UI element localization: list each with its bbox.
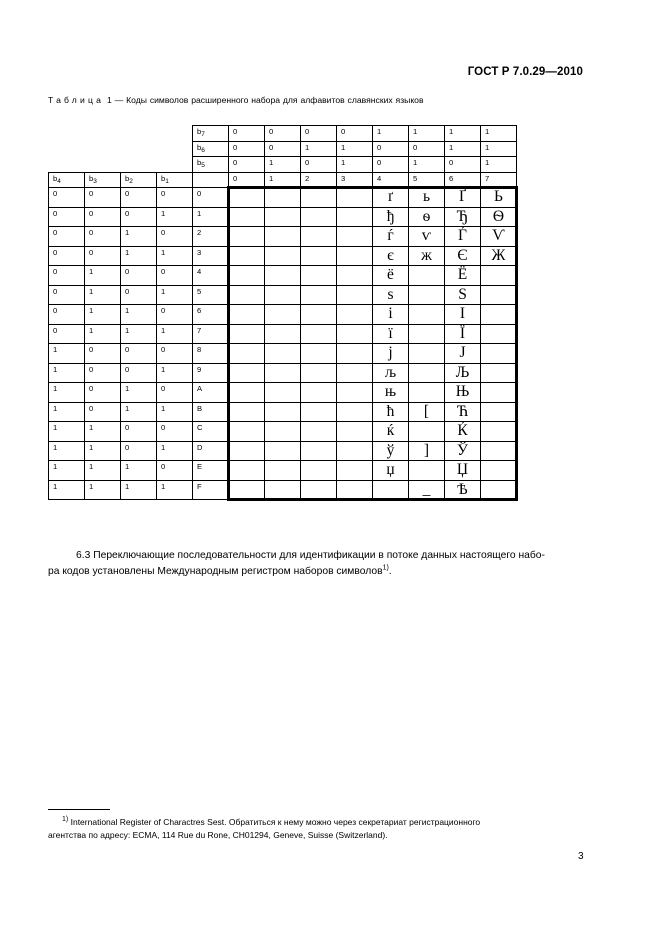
- glyph-cell-col-7: [480, 363, 517, 384]
- row-bit-cell: 1: [156, 480, 193, 501]
- glyph-cell-col-5: _: [408, 480, 445, 501]
- glyph-cell-col-7: [480, 324, 517, 345]
- top-bit-cell: 0: [300, 125, 337, 142]
- glyph-cell-col-4: ј: [372, 343, 409, 364]
- row-bit-cell: 1: [120, 246, 157, 267]
- glyph-cell-col-5: [408, 382, 445, 403]
- row-bit-cell: 1: [84, 480, 121, 501]
- top-bit-cell: 1: [444, 141, 481, 158]
- empty-cell: [336, 187, 373, 208]
- glyph-cell-col-5: [408, 343, 445, 364]
- footnote: [48, 816, 583, 842]
- glyph-cell-col-4: ѓ: [372, 226, 409, 247]
- row-bit-cell: 1: [156, 285, 193, 306]
- glyph-cell-col-7: [480, 421, 517, 442]
- row-bit-cell: 1: [156, 402, 193, 423]
- row-hex-code: 7: [192, 324, 229, 345]
- empty-cell: [228, 363, 265, 384]
- empty-cell: [264, 304, 301, 325]
- empty-cell: [300, 246, 337, 267]
- row-bit-cell: 1: [120, 226, 157, 247]
- empty-cell: [336, 246, 373, 267]
- paragraph-6-3: [48, 548, 583, 580]
- empty-cell: [300, 304, 337, 325]
- empty-cell: [336, 226, 373, 247]
- empty-cell: [228, 207, 265, 228]
- row-bit-cell: 0: [48, 285, 85, 306]
- glyph-cell-col-7: Ь: [480, 187, 517, 208]
- glyph-cell-col-6: Њ: [444, 382, 481, 403]
- footnote-line-1: International Register of Charactres Sest. Обратиться к нему можно через секретариат регистрационного: [70, 817, 481, 827]
- row-bit-cell: 1: [156, 363, 193, 384]
- glyph-cell-col-5: [408, 460, 445, 481]
- footnote-mark: 1): [62, 816, 69, 824]
- row-bit-cell: 1: [120, 304, 157, 325]
- empty-cell: [300, 480, 337, 501]
- row-hex-code: 2: [192, 226, 229, 247]
- empty-cell: [264, 460, 301, 481]
- top-bit-cell: 0: [264, 141, 301, 158]
- row-bit-cell: 0: [120, 187, 157, 208]
- top-bit-cell: 1: [444, 125, 481, 142]
- column-number: 3: [336, 172, 373, 189]
- row-bit-cell: 1: [84, 324, 121, 345]
- row-bit-cell: 0: [48, 324, 85, 345]
- row-bit-label: $b_4$: [48, 172, 85, 189]
- row-hex-code: 3: [192, 246, 229, 267]
- glyph-cell-col-4: ћ: [372, 402, 409, 423]
- row-bit-cell: 1: [48, 343, 85, 364]
- row-hex-code: 6: [192, 304, 229, 325]
- hex-header-cell: [192, 172, 229, 189]
- empty-cell: [300, 382, 337, 403]
- empty-cell: [336, 265, 373, 286]
- row-bit-cell: 0: [48, 207, 85, 228]
- empty-cell: [300, 187, 337, 208]
- row-bit-cell: 0: [84, 343, 121, 364]
- glyph-cell-col-5: [408, 363, 445, 384]
- row-bit-cell: 0: [120, 343, 157, 364]
- glyph-cell-col-6: Ѓ: [444, 226, 481, 247]
- empty-cell: [336, 441, 373, 462]
- empty-cell: [336, 382, 373, 403]
- top-bit-cell: 0: [228, 141, 265, 158]
- caption-label: Таблица: [48, 95, 105, 105]
- table-caption: [48, 95, 424, 105]
- row-bit-cell: 0: [120, 363, 157, 384]
- empty-cell: [228, 187, 265, 208]
- paragraph-end: .: [388, 566, 392, 577]
- glyph-cell-col-6: Ё: [444, 265, 481, 286]
- glyph-cell-col-5: [408, 421, 445, 442]
- bit-label-b7: $b_7$: [192, 125, 229, 142]
- row-bit-cell: 0: [84, 363, 121, 384]
- row-bit-cell: 1: [48, 363, 85, 384]
- glyph-cell-col-5: ѵ: [408, 226, 445, 247]
- paragraph-number: 6.3: [76, 550, 91, 561]
- row-hex-code: 5: [192, 285, 229, 306]
- row-bit-cell: 0: [156, 265, 193, 286]
- glyph-cell-col-6: Ґ: [444, 187, 481, 208]
- empty-cell: [300, 285, 337, 306]
- row-hex-code: D: [192, 441, 229, 462]
- row-hex-code: 8: [192, 343, 229, 364]
- row-bit-cell: 0: [156, 187, 193, 208]
- glyph-cell-col-5: ь: [408, 187, 445, 208]
- empty-cell: [300, 324, 337, 345]
- glyph-cell-col-7: [480, 343, 517, 364]
- row-bit-cell: 0: [156, 382, 193, 403]
- empty-cell: [228, 246, 265, 267]
- footnote-separator: [48, 809, 110, 810]
- glyph-cell-col-4: ѕ: [372, 285, 409, 306]
- glyph-cell-col-7: Ж: [480, 246, 517, 267]
- top-bit-cell: 0: [408, 141, 445, 158]
- top-bit-cell: 1: [480, 156, 517, 173]
- glyph-cell-col-7: [480, 285, 517, 306]
- top-bit-cell: 1: [408, 156, 445, 173]
- empty-cell: [264, 343, 301, 364]
- row-bit-cell: 1: [48, 382, 85, 403]
- row-bit-cell: 1: [156, 441, 193, 462]
- glyph-cell-col-6: Ќ: [444, 421, 481, 442]
- glyph-cell-col-6: Џ: [444, 460, 481, 481]
- empty-cell: [264, 265, 301, 286]
- row-bit-cell: 0: [120, 285, 157, 306]
- row-bit-cell: 1: [48, 421, 85, 442]
- glyph-cell-col-4: ђ: [372, 207, 409, 228]
- glyph-cell-col-5: ѳ: [408, 207, 445, 228]
- row-bit-cell: 0: [156, 421, 193, 442]
- empty-cell: [300, 343, 337, 364]
- column-number: 6: [444, 172, 481, 189]
- empty-cell: [228, 480, 265, 501]
- row-bit-cell: 0: [156, 304, 193, 325]
- row-hex-code: C: [192, 421, 229, 442]
- empty-cell: [336, 480, 373, 501]
- row-bit-cell: 0: [84, 246, 121, 267]
- row-bit-cell: 1: [84, 285, 121, 306]
- empty-cell: [264, 441, 301, 462]
- column-number: 0: [228, 172, 265, 189]
- glyph-cell-col-4: ё: [372, 265, 409, 286]
- row-bit-label: $b_3$: [84, 172, 121, 189]
- document-id: ГОСТ Р 7.0.29—2010: [467, 66, 583, 78]
- column-number: 4: [372, 172, 409, 189]
- glyph-cell-col-4: і: [372, 304, 409, 325]
- row-bit-cell: 0: [120, 207, 157, 228]
- glyph-cell-col-5: [408, 265, 445, 286]
- empty-cell: [336, 363, 373, 384]
- glyph-cell-col-6: Ћ: [444, 402, 481, 423]
- glyph-cell-col-7: Ѵ: [480, 226, 517, 247]
- row-bit-cell: 0: [120, 265, 157, 286]
- row-bit-cell: 1: [84, 304, 121, 325]
- row-bit-cell: 1: [48, 480, 85, 501]
- glyph-cell-col-6: Ў: [444, 441, 481, 462]
- row-bit-label: $b_2$: [120, 172, 157, 189]
- row-bit-cell: 1: [120, 324, 157, 345]
- empty-cell: [300, 363, 337, 384]
- empty-cell: [228, 226, 265, 247]
- glyph-cell-col-7: Ѳ: [480, 207, 517, 228]
- glyph-cell-col-7: [480, 402, 517, 423]
- empty-cell: [336, 402, 373, 423]
- row-bit-cell: 1: [156, 246, 193, 267]
- column-number: 2: [300, 172, 337, 189]
- glyph-cell-col-5: ]: [408, 441, 445, 462]
- row-bit-cell: 0: [48, 246, 85, 267]
- paragraph-line-1: Переключающие последовательности для идентификации в потоке данных настоящего набо-: [93, 550, 545, 561]
- empty-cell: [264, 382, 301, 403]
- caption-text: Коды символов расширенного набора для алфавитов славянских языков: [126, 95, 424, 105]
- paragraph-footnote-ref: 1): [382, 564, 389, 572]
- glyph-cell-col-7: [480, 265, 517, 286]
- empty-cell: [264, 285, 301, 306]
- row-hex-code: 1: [192, 207, 229, 228]
- top-bit-cell: 1: [480, 125, 517, 142]
- top-bit-cell: 0: [300, 156, 337, 173]
- empty-cell: [228, 304, 265, 325]
- row-bit-cell: 1: [120, 402, 157, 423]
- top-bit-cell: 1: [372, 125, 409, 142]
- empty-cell: [336, 207, 373, 228]
- glyph-cell-col-7: [480, 304, 517, 325]
- row-bit-cell: 0: [48, 265, 85, 286]
- glyph-cell-col-4: љ: [372, 363, 409, 384]
- row-bit-cell: 0: [84, 382, 121, 403]
- empty-cell: [336, 421, 373, 442]
- bit-label-b5: $b_5$: [192, 156, 229, 173]
- column-number: 5: [408, 172, 445, 189]
- page-number: 3: [578, 851, 584, 862]
- glyph-cell-col-6: Ј: [444, 343, 481, 364]
- row-bit-cell: 1: [156, 207, 193, 228]
- row-bit-cell: 1: [84, 265, 121, 286]
- glyph-cell-col-5: [: [408, 402, 445, 423]
- glyph-cell-col-6: Є: [444, 246, 481, 267]
- glyph-cell-col-4: [372, 480, 409, 501]
- empty-cell: [228, 343, 265, 364]
- empty-cell: [336, 285, 373, 306]
- column-number: 1: [264, 172, 301, 189]
- glyph-cell-col-4: ў: [372, 441, 409, 462]
- row-bit-cell: 1: [48, 460, 85, 481]
- row-bit-cell: 0: [156, 460, 193, 481]
- row-bit-cell: 0: [156, 226, 193, 247]
- empty-cell: [264, 226, 301, 247]
- row-hex-code: 4: [192, 265, 229, 286]
- top-bit-cell: 1: [264, 156, 301, 173]
- row-bit-cell: 0: [48, 304, 85, 325]
- row-hex-code: A: [192, 382, 229, 403]
- empty-cell: [228, 324, 265, 345]
- glyph-cell-col-7: [480, 441, 517, 462]
- glyph-cell-col-5: [408, 304, 445, 325]
- column-number: 7: [480, 172, 517, 189]
- glyph-cell-col-4: є: [372, 246, 409, 267]
- row-bit-cell: 1: [120, 480, 157, 501]
- empty-cell: [336, 460, 373, 481]
- glyph-cell-col-6: Ѕ: [444, 285, 481, 306]
- empty-cell: [336, 343, 373, 364]
- empty-cell: [228, 421, 265, 442]
- empty-cell: [264, 246, 301, 267]
- row-bit-cell: 1: [120, 382, 157, 403]
- row-hex-code: F: [192, 480, 229, 501]
- row-hex-code: 9: [192, 363, 229, 384]
- row-bit-cell: 0: [84, 207, 121, 228]
- bit-label-b6: $b_6$: [192, 141, 229, 158]
- row-bit-cell: 1: [84, 460, 121, 481]
- caption-number: 1: [107, 95, 112, 105]
- top-bit-cell: 0: [228, 125, 265, 142]
- empty-cell: [300, 402, 337, 423]
- empty-cell: [336, 304, 373, 325]
- empty-cell: [264, 402, 301, 423]
- top-bit-cell: 0: [372, 156, 409, 173]
- caption-dash: —: [114, 95, 124, 105]
- empty-cell: [228, 382, 265, 403]
- row-bit-cell: 0: [120, 421, 157, 442]
- glyph-cell-col-4: ќ: [372, 421, 409, 442]
- empty-cell: [264, 480, 301, 501]
- top-bit-cell: 0: [264, 125, 301, 142]
- row-bit-label: $b_1$: [156, 172, 193, 189]
- top-bit-cell: 1: [336, 141, 373, 158]
- top-bit-cell: 1: [336, 156, 373, 173]
- empty-cell: [228, 441, 265, 462]
- glyph-cell-col-7: [480, 382, 517, 403]
- empty-cell: [228, 460, 265, 481]
- glyph-cell-col-4: њ: [372, 382, 409, 403]
- row-bit-cell: 1: [156, 324, 193, 345]
- row-hex-code: 0: [192, 187, 229, 208]
- empty-cell: [264, 187, 301, 208]
- paragraph-line-2: ра кодов установлены Международным регистром наборов символов: [48, 566, 383, 577]
- empty-cell: [300, 207, 337, 228]
- glyph-cell-col-6: І: [444, 304, 481, 325]
- glyph-cell-col-7: [480, 460, 517, 481]
- row-bit-cell: 1: [48, 402, 85, 423]
- row-bit-cell: 0: [156, 343, 193, 364]
- glyph-cell-col-4: ґ: [372, 187, 409, 208]
- glyph-cell-col-7: [480, 480, 517, 501]
- empty-cell: [336, 324, 373, 345]
- empty-cell: [228, 285, 265, 306]
- empty-cell: [300, 265, 337, 286]
- glyph-cell-col-4: ї: [372, 324, 409, 345]
- top-bit-cell: 0: [372, 141, 409, 158]
- top-bit-cell: 0: [444, 156, 481, 173]
- glyph-cell-col-5: [408, 324, 445, 345]
- empty-cell: [228, 265, 265, 286]
- row-bit-cell: 0: [84, 187, 121, 208]
- glyph-cell-col-6: Ї: [444, 324, 481, 345]
- top-bit-cell: 1: [480, 141, 517, 158]
- glyph-cell-col-6: Ђ: [444, 207, 481, 228]
- empty-cell: [300, 460, 337, 481]
- empty-cell: [264, 207, 301, 228]
- row-bit-cell: 0: [48, 226, 85, 247]
- top-bit-cell: 0: [336, 125, 373, 142]
- top-bit-cell: 1: [300, 141, 337, 158]
- empty-cell: [264, 421, 301, 442]
- glyph-cell-col-5: [408, 285, 445, 306]
- glyph-cell-col-6: Ѣ: [444, 480, 481, 501]
- empty-cell: [300, 226, 337, 247]
- row-bit-cell: 0: [48, 187, 85, 208]
- row-bit-cell: 1: [48, 441, 85, 462]
- footnote-line-2: агентства по адресу: ECMA, 114 Rue du Rone, CH01294, Geneve, Suisse (Switzerland).: [48, 830, 388, 840]
- top-bit-cell: 1: [408, 125, 445, 142]
- empty-cell: [300, 441, 337, 462]
- row-bit-cell: 0: [120, 441, 157, 462]
- row-bit-cell: 1: [120, 460, 157, 481]
- row-hex-code: B: [192, 402, 229, 423]
- empty-cell: [300, 421, 337, 442]
- top-bit-cell: 0: [228, 156, 265, 173]
- row-bit-cell: 1: [84, 421, 121, 442]
- row-bit-cell: 0: [84, 226, 121, 247]
- glyph-cell-col-4: џ: [372, 460, 409, 481]
- row-hex-code: E: [192, 460, 229, 481]
- empty-cell: [264, 324, 301, 345]
- empty-cell: [228, 402, 265, 423]
- glyph-cell-col-6: Љ: [444, 363, 481, 384]
- glyph-cell-col-5: ж: [408, 246, 445, 267]
- empty-cell: [264, 363, 301, 384]
- row-bit-cell: 1: [84, 441, 121, 462]
- row-bit-cell: 0: [84, 402, 121, 423]
